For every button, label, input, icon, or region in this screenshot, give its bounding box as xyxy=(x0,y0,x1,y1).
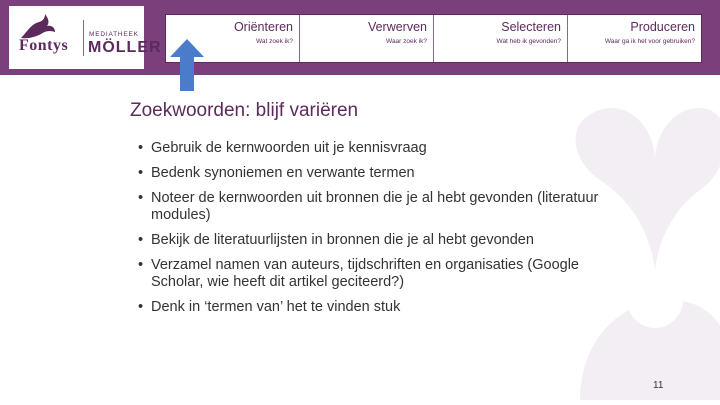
fontys-logo-text: Fontys xyxy=(19,37,69,54)
nav-item-subtitle: Waar ga ik het voor gebruiken? xyxy=(604,38,695,45)
nav-item-subtitle: Waar zoek ik? xyxy=(386,38,427,45)
fontys-bird-icon xyxy=(17,12,57,40)
up-arrow-icon xyxy=(169,38,205,92)
bullet-item: • Bekijk de literatuurlijsten in bronnen die je al hebt gevonden xyxy=(138,232,608,249)
nav-item-verwerven[interactable] xyxy=(299,15,433,62)
slide-title: Zoekwoorden: blijf variëren xyxy=(130,100,359,121)
nav-item-selecteren[interactable] xyxy=(433,15,567,62)
nav-item-subtitle: Wat heb ik gevonden? xyxy=(496,38,561,45)
nav-item-title: Selecteren xyxy=(501,20,561,34)
bullet-item: • Gebruik de kernwoorden uit je kennisvraag xyxy=(138,140,608,157)
logo xyxy=(9,6,162,69)
logo-divider xyxy=(83,20,84,56)
nav-item-title: Oriënteren xyxy=(233,20,293,34)
header-bar xyxy=(0,0,720,75)
bullet-list xyxy=(138,140,608,324)
bullet-item: • Bedenk synoniemen en verwante termen xyxy=(138,165,608,182)
bullet-item: • Noteer de kernwoorden uit bronnen die je al hebt gevonden (literatuur modules) xyxy=(138,190,608,224)
bullet-item: • Denk in ‘termen van’ het te vinden stuk xyxy=(138,299,608,316)
bullet-item: • Verzamel namen van auteurs, tijdschriften en organisaties (Google Scholar, wie heeft dit artikel geciteerd?) xyxy=(138,257,608,291)
nav-item-subtitle: Wat zoek ik? xyxy=(256,38,293,45)
moller-logo-text: MÖLLER xyxy=(88,39,162,56)
nav-item-title: Verwerven xyxy=(367,20,427,34)
nav-item-produceren[interactable] xyxy=(567,15,701,62)
page-number: 11 xyxy=(653,380,664,391)
process-nav xyxy=(165,14,702,63)
mediatheek-logo-text: MEDIATHEEK xyxy=(89,31,139,38)
nav-item-title: Produceren xyxy=(630,20,695,34)
